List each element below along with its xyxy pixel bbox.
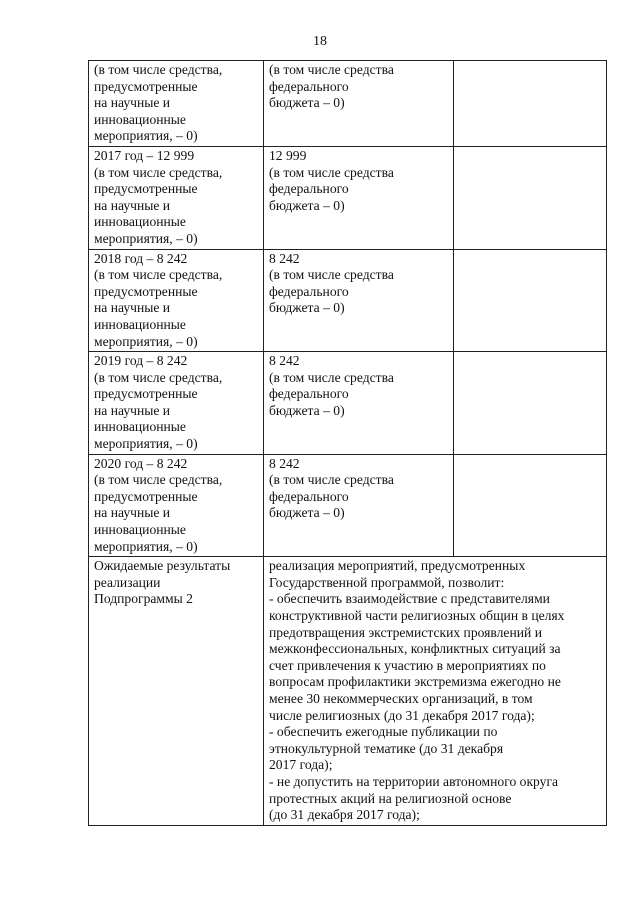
funding-year-cell-line: мероприятия, – 0) bbox=[94, 230, 198, 246]
funding-year-cell-line: на научные и bbox=[94, 197, 171, 213]
funding-year-cell-line: (в том числе средства, bbox=[94, 164, 223, 180]
expected-results-text-line: конструктивной части религиозных общин в целях bbox=[269, 608, 565, 623]
expected-results-text bbox=[264, 557, 607, 826]
funding-year-cell-line: мероприятия, – 0) bbox=[94, 333, 198, 349]
federal-budget-cell-line: федерального bbox=[269, 78, 349, 94]
expected-results-label bbox=[89, 557, 264, 826]
funding-year-cell-line: (в том числе средства, bbox=[94, 472, 223, 488]
federal-budget-cell-line: бюджета – 0) bbox=[269, 505, 345, 521]
funding-year-cell-line: предусмотренные bbox=[94, 386, 198, 402]
federal-budget-cell bbox=[264, 454, 454, 557]
funding-year-cell bbox=[89, 146, 264, 249]
funding-year-cell-line: на научные и bbox=[94, 300, 171, 316]
federal-budget-cell-line: федерального bbox=[269, 488, 349, 504]
funding-year-cell-line: 2017 год – 12 999 bbox=[94, 147, 195, 163]
federal-budget-cell bbox=[264, 352, 454, 455]
funding-year-cell-line: на научные и bbox=[94, 505, 171, 521]
table-row bbox=[89, 146, 607, 249]
federal-budget-cell-line: бюджета – 0) bbox=[269, 197, 345, 213]
funding-year-cell bbox=[89, 454, 264, 557]
expected-results-text-line: счет привлечения к участию в мероприятиях по bbox=[269, 657, 546, 673]
funding-year-cell-line: предусмотренные bbox=[94, 488, 198, 504]
funding-year-cell bbox=[89, 249, 264, 352]
expected-results-text-line: Государственной программой, позволит: bbox=[269, 574, 505, 590]
federal-budget-cell-line: бюджета – 0) bbox=[269, 300, 345, 316]
expected-results-text-line: числе религиозных (до 31 декабря 2017 года); bbox=[269, 707, 535, 723]
expected-results-text-line: - обеспечить взаимодействие с представителями bbox=[269, 591, 550, 607]
funding-year-cell-line: (в том числе средства, bbox=[94, 267, 223, 283]
funding-year-cell-line: 2020 год – 8 242 bbox=[94, 455, 188, 471]
federal-budget-cell-line: 8 242 bbox=[269, 353, 300, 369]
expected-results-text-line: - не допустить на территории автономного округа bbox=[269, 773, 559, 789]
expected-results-text-line: - обеспечить ежегодные публикации по bbox=[269, 724, 498, 740]
federal-budget-cell-line: 8 242 bbox=[269, 455, 300, 471]
funding-year-cell-line: мероприятия, – 0) bbox=[94, 436, 198, 452]
empty-cell bbox=[454, 454, 607, 557]
table-row bbox=[89, 454, 607, 557]
funding-year-cell-line: мероприятия, – 0) bbox=[94, 128, 198, 144]
federal-budget-cell-line: (в том числе средства bbox=[269, 369, 394, 385]
empty-cell bbox=[454, 249, 607, 352]
federal-budget-cell-line: бюджета – 0) bbox=[269, 95, 345, 111]
expected-results-text-line: протестных акций на религиозной основе bbox=[269, 790, 512, 806]
empty-cell bbox=[454, 352, 607, 455]
expected-results-text-line: (до 31 декабря 2017 года); bbox=[269, 807, 420, 823]
federal-budget-cell-line: (в том числе средства bbox=[269, 472, 394, 488]
funding-year-cell-line: на научные и bbox=[94, 402, 171, 418]
funding-year-cell bbox=[89, 61, 264, 147]
federal-budget-cell-line: 8 242 bbox=[269, 250, 300, 266]
funding-year-cell-line: инновационные bbox=[94, 419, 186, 435]
federal-budget-cell-line: федерального bbox=[269, 181, 349, 197]
funding-year-cell-line: предусмотренные bbox=[94, 78, 198, 94]
table-row bbox=[89, 352, 607, 455]
federal-budget-cell-line: федерального bbox=[269, 283, 349, 299]
table-row bbox=[89, 249, 607, 352]
funding-year-cell-line: инновационные bbox=[94, 214, 186, 230]
funding-year-cell-line: предусмотренные bbox=[94, 283, 198, 299]
federal-budget-cell-line: бюджета – 0) bbox=[269, 402, 345, 418]
funding-year-cell-line: 2018 год – 8 242 bbox=[94, 250, 188, 266]
expected-results-text-line: 2017 года); bbox=[269, 757, 333, 773]
federal-budget-cell bbox=[264, 61, 454, 147]
funding-table bbox=[88, 60, 607, 826]
funding-year-cell-line: инновационные bbox=[94, 111, 186, 127]
expected-results-text-line: этнокультурной тематике (до 31 декабря bbox=[269, 740, 504, 756]
funding-year-cell bbox=[89, 352, 264, 455]
funding-year-cell-line: 2019 год – 8 242 bbox=[94, 353, 188, 369]
federal-budget-cell-line: 12 999 bbox=[269, 147, 307, 163]
expected-results-row bbox=[89, 557, 607, 826]
federal-budget-cell-line: (в том числе средства bbox=[269, 164, 394, 180]
empty-cell bbox=[454, 146, 607, 249]
expected-results-text-line: межконфессиональных, конфликтных ситуаций за bbox=[269, 641, 561, 657]
federal-budget-cell-line: (в том числе средства bbox=[269, 62, 394, 77]
expected-results-text-line: реализация мероприятий, предусмотренных bbox=[269, 558, 526, 574]
federal-budget-cell bbox=[264, 146, 454, 249]
table-row bbox=[89, 61, 607, 147]
federal-budget-cell-line: федерального bbox=[269, 386, 349, 402]
funding-year-cell-line: на научные и bbox=[94, 95, 171, 111]
funding-year-cell-line: (в том числе средства, bbox=[94, 62, 223, 77]
funding-year-cell-line: мероприятия, – 0) bbox=[94, 538, 198, 554]
funding-year-cell-line: (в том числе средства, bbox=[94, 369, 223, 385]
federal-budget-cell-line: (в том числе средства bbox=[269, 267, 394, 283]
funding-year-cell-line: предусмотренные bbox=[94, 181, 198, 197]
funding-year-cell-line: инновационные bbox=[94, 522, 186, 538]
expected-results-text-line: вопросам профилактики экстремизма ежегодно не bbox=[269, 674, 561, 690]
page-number: 18 bbox=[313, 34, 327, 49]
funding-year-cell-line: инновационные bbox=[94, 316, 186, 332]
expected-results-label-line: Подпрограммы 2 bbox=[94, 591, 193, 607]
expected-results-label-line: реализации bbox=[94, 574, 161, 590]
expected-results-text-line: предотвращения экстремистских проявлений и bbox=[269, 624, 542, 640]
expected-results-label-line: Ожидаемые результаты bbox=[94, 558, 231, 574]
empty-cell bbox=[454, 61, 607, 147]
expected-results-text-line: менее 30 некоммерческих организаций, в том bbox=[269, 690, 533, 706]
federal-budget-cell bbox=[264, 249, 454, 352]
